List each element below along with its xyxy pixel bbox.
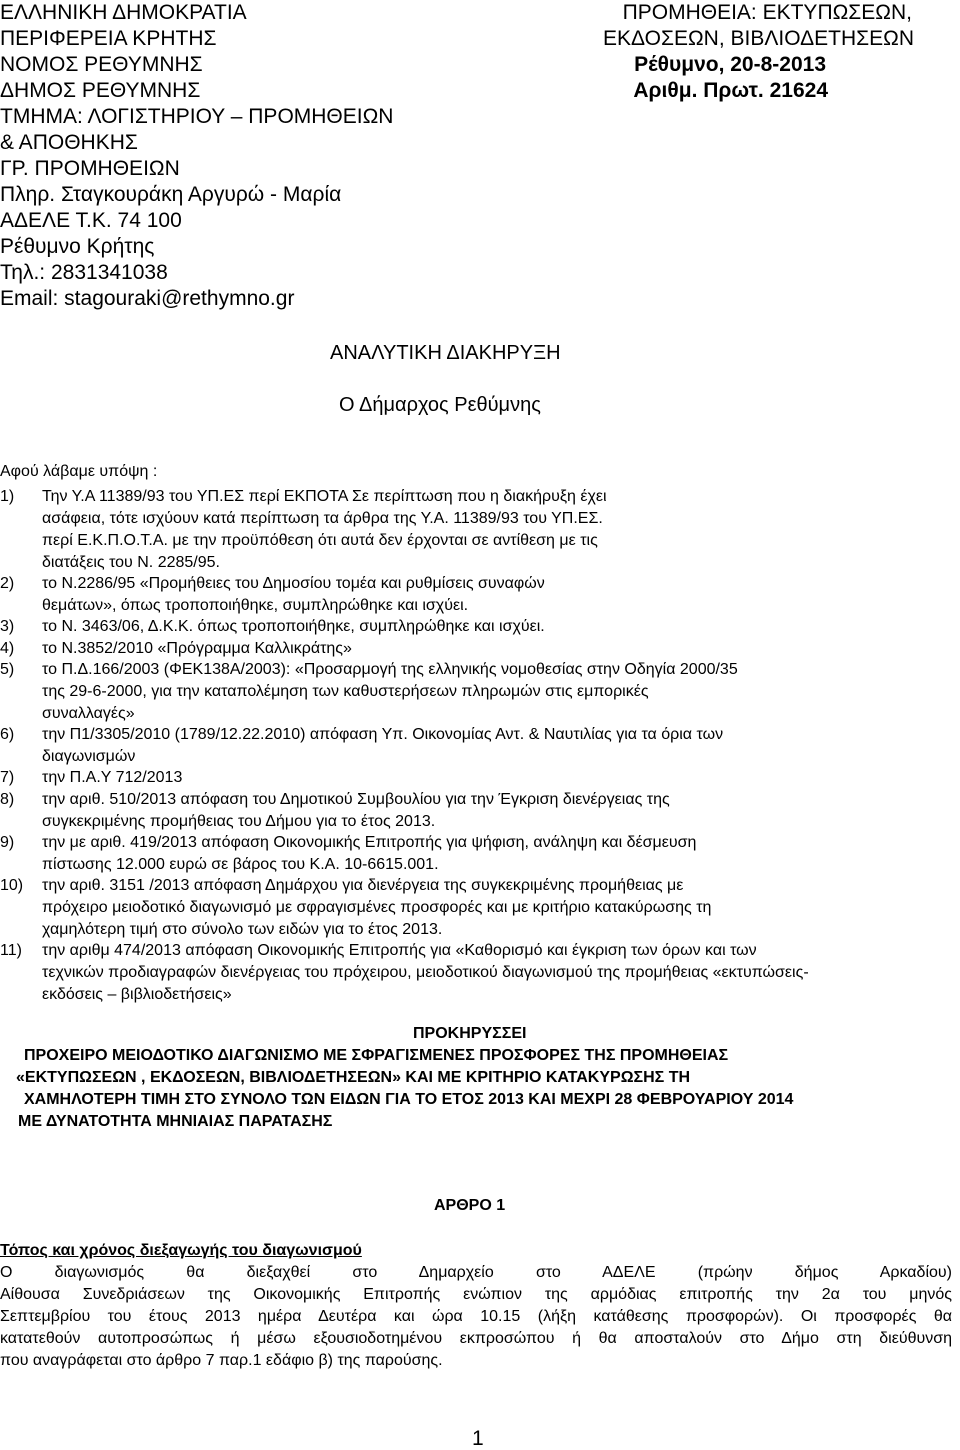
header-left-line: ΤΜΗΜΑ: ΛΟΓΙΣΤΗΡΙΟΥ – ΠΡΟΜΗΘΕΙΩΝ [0,105,394,128]
document-title: ΑΝΑΛΥΤΙΚΗ ΔΙΑΚΗΡΥΞΗ [330,342,561,364]
article-line: Αίθουσα Συνεδριάσεων της Οικονομικής Επιτροπής ενώπιον της αρμόδιας επιτροπής την 2α του μηνός [0,1286,952,1303]
list-item-number: 5) [0,661,15,678]
article-heading: ΑΡΘΡΟ 1 [434,1197,506,1214]
list-item-number: 11) [0,942,22,959]
list-item-line: τεχνικών προδιαγραφών διενέργειας του πρόχειρου, μειοδοτικού διαγωνισμού της προμήθειας «εκτυπώσεις- [42,964,809,981]
list-item-number: 3) [0,618,15,635]
proclamation-line: ΠΡΟΧΕΙΡΟ ΜΕΙΟΔΟΤΙΚΟ ΔΙΑΓΩΝΙΣΜΟ ΜΕ ΣΦΡΑΓΙΣΜΕΝΕΣ ΠΡΟΣΦΟΡΕΣ ΤΗΣ ΠΡΟΜΗΘΕΙΑΣ [24,1047,729,1064]
list-item-line: το Ν.2286/95 «Προμήθειες του Δημοσίου τομέα και ρυθμίσεις συναφών [42,575,545,592]
list-item-line: το Ν.3852/2010 «Πρόγραμμα Καλλικράτης» [42,640,352,657]
list-item-number: 4) [0,640,15,657]
list-item-line: την αριθμ 474/2013 απόφαση Οικονομικής Επιτροπής για «Καθορισμό και έγκριση των όρων και των [42,942,757,959]
list-item-line: διαγωνισμών [42,748,136,765]
article-line: Σεπτεμβρίου του έτους 2013 ημέρα Δευτέρα και ώρα 10.15 (λήξη κατάθεσης προσφορών). Οι προσφορές θα [0,1308,952,1325]
intro-text: Αφού λάβαμε υπόψη : [0,463,158,480]
list-item-number: 2) [0,575,15,592]
header-left-line: Τηλ.: 2831341038 [0,261,168,284]
list-item-number: 8) [0,791,15,808]
header-left-line: ΔΗΜΟΣ ΡΕΘΥΜΝΗΣ [0,79,201,102]
article-line: κατατεθούν αυτοπροσώπως ή μέσω εξουσιοδοτημένου εκπροσώπου ή θα αποσταλούν στο Δήμο στη διεύθυνση [0,1330,952,1347]
list-item-line: περί Ε.Κ.Π.Ο.Τ.Α. με την προϋπόθεση ότι αυτά δεν έρχονται σε αντίθεση με τις [42,532,598,549]
list-item-line: χαμηλότερη τιμή στο σύνολο των ειδών για το έτος 2013. [42,921,443,938]
list-item-number: 1) [0,488,15,505]
list-item-line: την αριθ. 510/2013 απόφαση του Δημοτικού Συμβουλίου για την Έγκριση διενέργειας της [42,791,670,808]
header-left-line: ΓΡ. ΠΡΟΜΗΘΕΙΩΝ [0,157,180,180]
list-item-line: Την Υ.Α 11389/93 του ΥΠ.ΕΣ περί ΕΚΠΟΤΑ Σε περίπτωση που η διακήρυξη έχει [42,488,607,505]
list-item-number: 6) [0,726,15,743]
subject-line: ΕΚΔΟΣΕΩΝ, ΒΙΒΛΙΟΔΕΤΗΣΕΩΝ [603,27,914,50]
proclamation-line: ΧΑΜΗΛΟΤΕΡΗ ΤΙΜΗ ΣΤΟ ΣΥΝΟΛΟ ΤΩΝ ΕΙΔΩΝ ΓΙΑ ΤΟ ΕΤΟΣ 2013 ΚΑΙ ΜΕΧΡΙ 28 ΦΕΒΡΟΥΑΡΙΟΥ 2014 [24,1091,794,1108]
list-item-number: 7) [0,769,15,786]
list-item-line: συναλλαγές» [42,705,135,722]
header-left-line: Ρέθυμνο Κρήτης [0,235,155,258]
list-item-line: την Π1/3305/2010 (1789/12.22.2010) απόφαση Υπ. Οικονομίας Αντ. & Ναυτιλίας για τα όρια των [42,726,724,743]
list-item-line: την αριθ. 3151 /2013 απόφαση Δημάρχου για διενέργεια της συγκεκριμένης προμήθειας με [42,877,684,894]
header-left-line: ΑΔΕΛΕ Τ.Κ. 74 100 [0,209,182,232]
document-date: Ρέθυμνο, 20-8-2013 [634,53,826,76]
proclaims-heading: ΠΡΟΚΗΡΥΣΣΕΙ [413,1025,527,1042]
article-line: που αναγράφεται στο άρθρο 7 παρ.1 εδάφιο β) της παρούσης. [0,1352,443,1369]
list-item-line: ασάφεια, τότε ισχύουν κατά περίπτωση τα άρθρα της Υ.Α. 11389/93 του ΥΠ.ΕΣ. [42,510,603,527]
list-item-line: πίστωσης 12.000 ευρώ σε βάρος του Κ.Α. 10-6615.001. [42,856,439,873]
list-item-line: την με αριθ. 419/2013 απόφαση Οικονομικής Επιτροπής για ψήφιση, ανάληψη και δέσμευση [42,834,697,851]
list-item-line: συγκεκριμένης προμήθειας του Δήμου για το έτος 2013. [42,813,436,830]
section-heading: Τόπος και χρόνος διεξαγωγής του διαγωνισμού [0,1242,362,1259]
subject-line: ΠΡΟΜΗΘΕΙΑ: ΕΚΤΥΠΩΣΕΩΝ, [622,1,912,24]
list-item-line: πρόχειρο μειοδοτικό διαγωνισμό με σφραγισμένες προσφορές και με κριτήριο κατακύρωσης τη [42,899,712,916]
header-left-line: ΕΛΛΗΝΙΚΗ ΔΗΜΟΚΡΑΤΙΑ [0,1,247,24]
list-item-number: 9) [0,834,15,851]
list-item-line: την Π.Α.Υ 712/2013 [42,769,183,786]
list-item-line: το Ν. 3463/06, Δ.Κ.Κ. όπως τροποποιήθηκε, συμπληρώθηκε και ισχύει. [42,618,545,635]
list-item-line: της 29-6-2000, για την καταπολέμηση των καθυστερήσεων πληρωμών στις εμπορικές [42,683,649,700]
list-item-number: 10) [0,877,24,894]
header-left-line: Πληρ. Σταγκουράκη Αργυρώ - Μαρία [0,183,342,206]
list-item-line: θεμάτων», όπως τροποποιήθηκε, συμπληρώθηκε και ισχύει. [42,597,469,614]
page-number: 1 [472,1427,484,1450]
article-line: Ο διαγωνισμός θα διεξαχθεί στο Δημαρχείο στο ΑΔΕΛΕ (πρώην δήμος Αρκαδίου) [0,1264,952,1281]
header-left-line: ΠΕΡΙΦΕΡΕΙΑ ΚΡΗΤΗΣ [0,27,217,50]
mayor-subtitle: Ο Δήμαρχος Ρεθύμνης [339,394,541,416]
protocol-number: Αριθμ. Πρωτ. 21624 [633,79,828,102]
header-left-line: & ΑΠΟΘΗΚΗΣ [0,131,138,154]
header-left-line: Email: stagouraki@rethymno.gr [0,287,295,310]
proclamation-line: ΜΕ ΔΥΝΑΤΟΤΗΤΑ ΜΗΝΙΑΙΑΣ ΠΑΡΑΤΑΣΗΣ [18,1113,333,1130]
proclamation-line: «ΕΚΤΥΠΩΣΕΩΝ , ΕΚΔΟΣΕΩΝ, ΒΙΒΛΙΟΔΕΤΗΣΕΩΝ» ΚΑΙ ΜΕ ΚΡΙΤΗΡΙΟ ΚΑΤΑΚΥΡΩΣΗΣ ΤΗ [16,1069,691,1086]
list-item-line: εκδόσεις – βιβλιοδετήσεις» [42,986,232,1003]
list-item-line: διατάξεις του Ν. 2285/95. [42,554,220,571]
header-left-line: ΝΟΜΟΣ ΡΕΘΥΜΝΗΣ [0,53,203,76]
list-item-line: το Π.Δ.166/2003 (ΦΕΚ138Α/2003): «Προσαρμογή της ελληνικής νομοθεσίας στην Οδηγία 2000/35 [42,661,738,678]
